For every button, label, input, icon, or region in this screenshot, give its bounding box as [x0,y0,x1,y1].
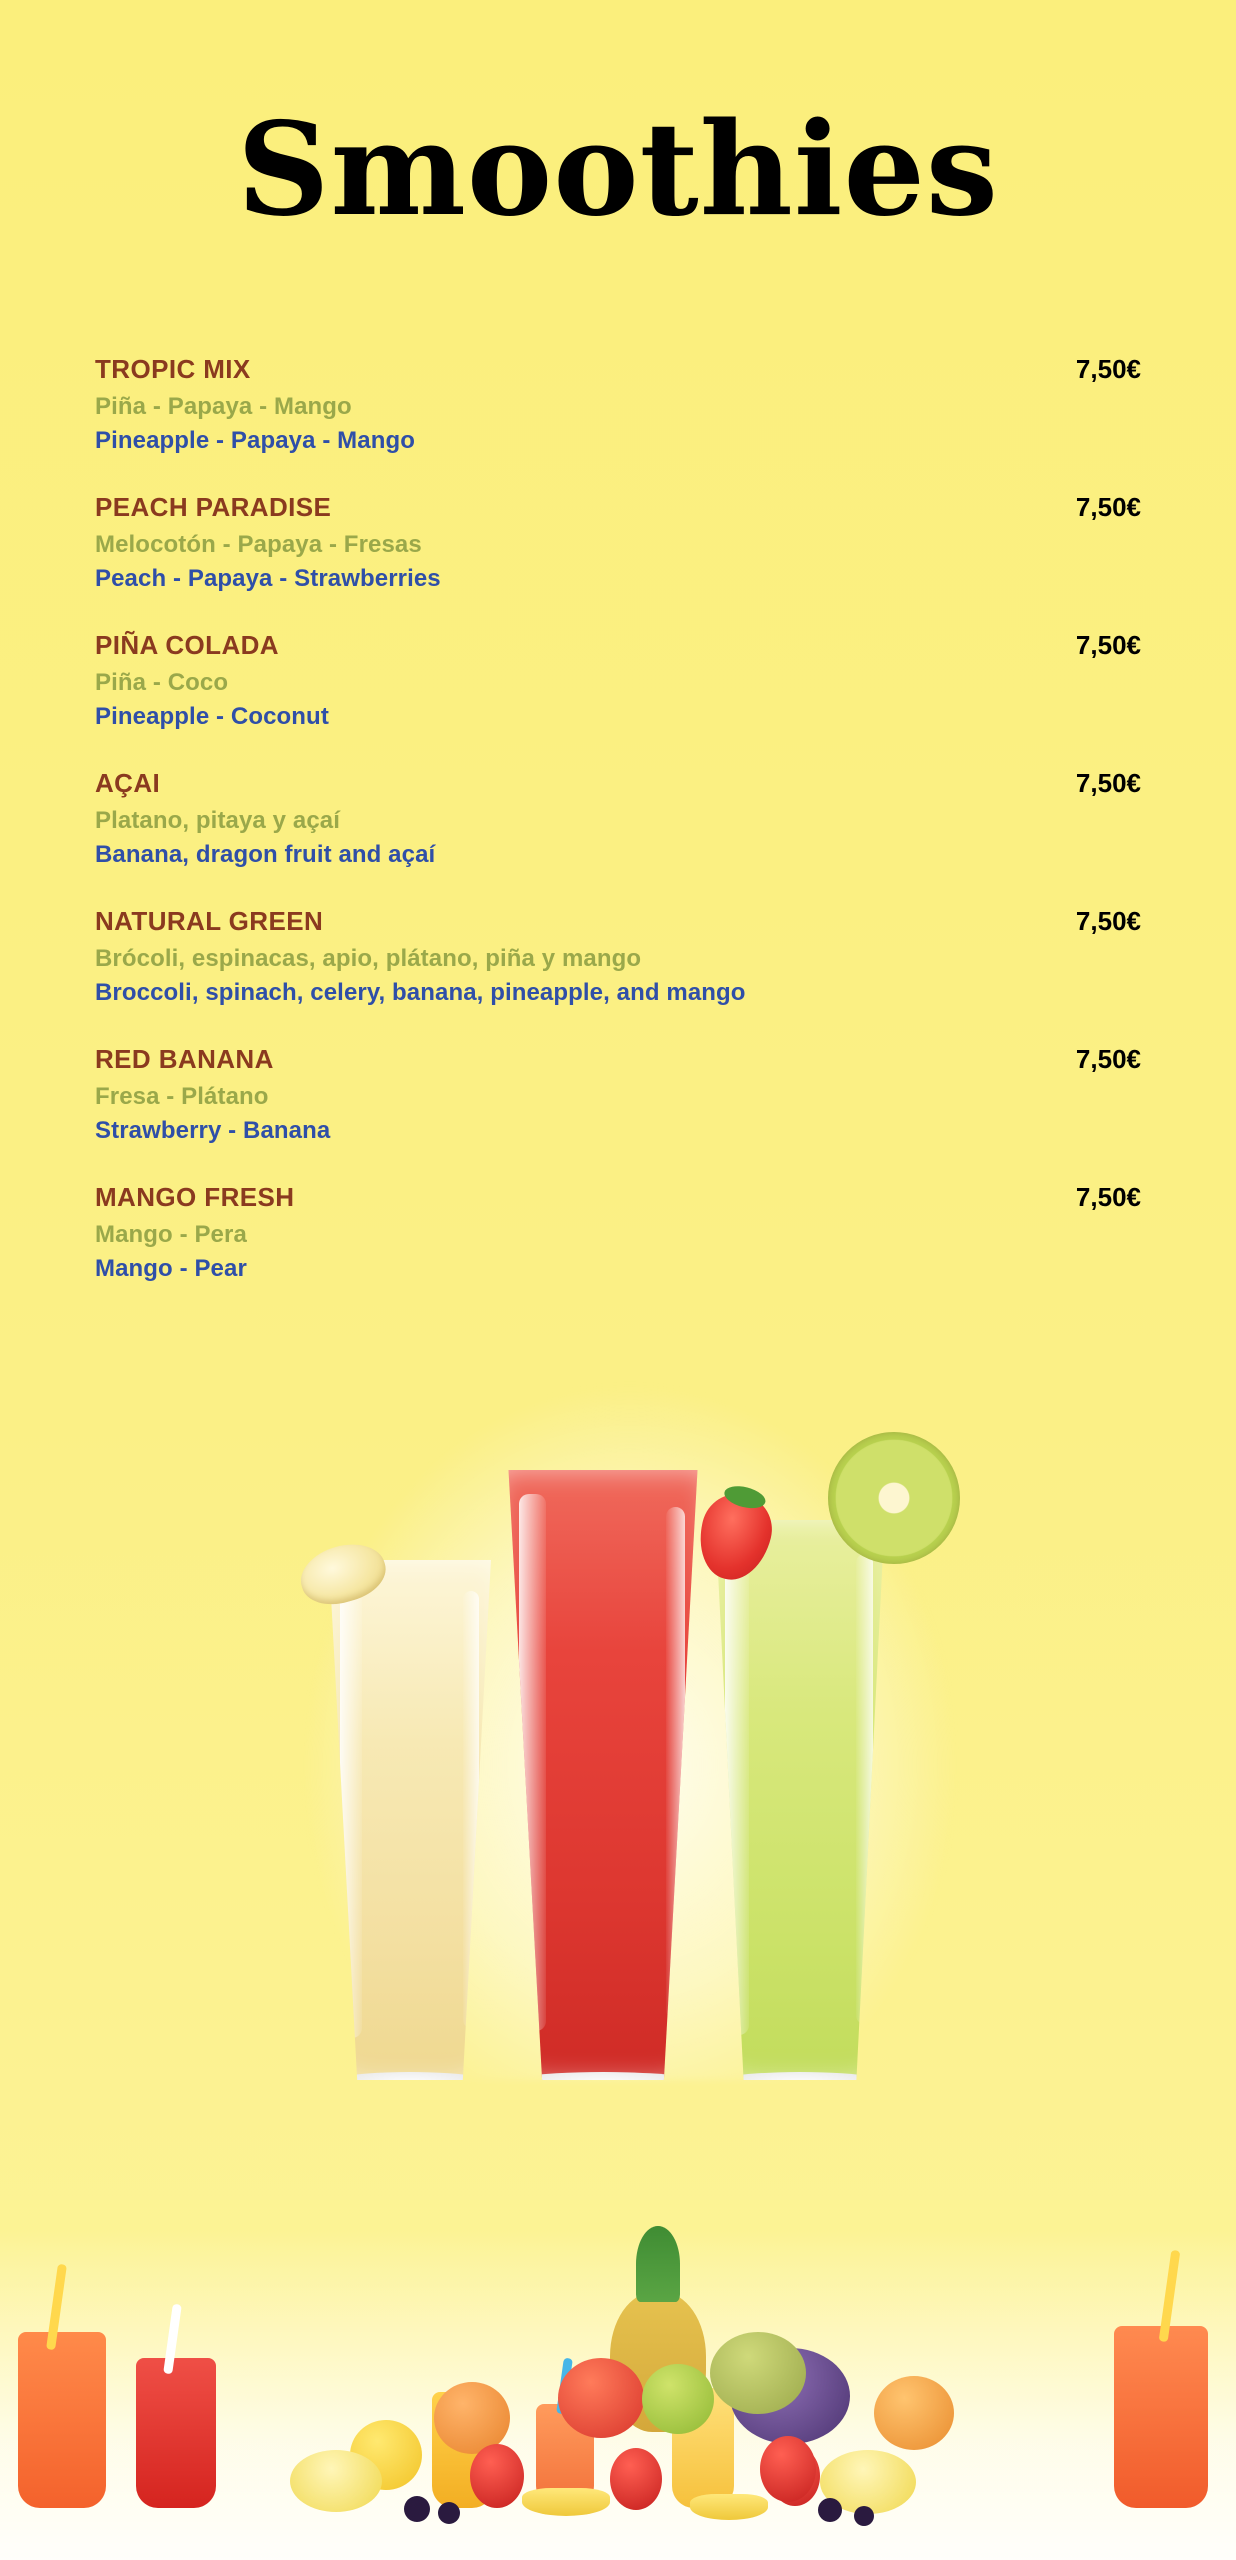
menu-item [95,1044,1141,1145]
strawberry-icon [470,2444,524,2508]
menu-item-description-en: Mango - Pear [95,1254,247,1282]
blueberry-icon [404,2496,430,2522]
menu-item-name: MANGO FRESH [95,1181,295,1212]
menu-item-description-es: Platano, pitaya y açaí [95,806,340,834]
menu-item-price: 7,50€ [1075,491,1141,522]
page-title: Smoothies [237,94,999,245]
menu-item-description-en: Strawberry - Banana [95,1116,331,1144]
fruit-band-image [0,2060,1236,2560]
green-grapes-icon [710,2332,806,2414]
apple-icon [558,2358,644,2438]
menu-item-price: 7,50€ [1075,353,1141,384]
menu-item-price: 7,50€ [1075,1043,1141,1074]
menu-item-header [95,630,1141,661]
menu-item-description-en: Banana, dragon fruit and açaí [95,840,436,868]
menu-item-header [95,1044,1141,1075]
menu-item [95,630,1141,731]
menu-item-price: 7,50€ [1075,629,1141,660]
strawberry-icon [610,2448,662,2510]
menu-item [95,906,1141,1007]
peach-icon [874,2376,954,2450]
blueberry-icon [438,2502,460,2524]
blueberry-icon [818,2498,842,2522]
menu-item-header [95,492,1141,523]
fruit-pile [170,2300,1066,2530]
menu-list [0,330,1236,1283]
menu-item-description-es: Melocotón - Papaya - Fresas [95,530,422,558]
menu-item-price: 7,50€ [1075,905,1141,936]
menu-item [95,492,1141,593]
menu-item-name: RED BANANA [95,1043,274,1074]
juice-cup [18,2332,106,2508]
menu-item-name: TROPIC MIX [95,353,251,384]
menu-item-header [95,906,1141,937]
menu-item-description-es: Mango - Pera [95,1220,247,1248]
green-apple-icon [642,2364,714,2434]
banana-icon [690,2494,768,2520]
lemon-half-icon [290,2450,382,2512]
smoothie-glasses-image [0,1360,1236,2080]
menu-item-name: NATURAL GREEN [95,905,324,936]
menu-item-price: 7,50€ [1075,767,1141,798]
menu-item-header [95,1182,1141,1213]
menu-item-description-es: Brócoli, espinacas, apio, plátano, piña y mango [95,944,642,972]
menu-item-description-es: Fresa - Plátano [95,1082,269,1110]
menu-item [95,1182,1141,1283]
menu-item-header [95,768,1141,799]
menu-item-description-es: Piña - Coco [95,668,229,696]
menu-item [95,354,1141,455]
menu-item-description-es: Piña - Papaya - Mango [95,392,352,420]
kiwi-slice-garnish-icon [828,1432,960,1564]
menu-item-name: PEACH PARADISE [95,491,332,522]
menu-item-header [95,354,1141,385]
menu-item-description-en: Pineapple - Papaya - Mango [95,426,416,454]
menu-item [95,768,1141,869]
strawberry-icon [760,2436,816,2502]
menu-item-name: AÇAI [95,767,161,798]
banana-icon [522,2488,610,2516]
menu-item-name: PIÑA COLADA [95,629,279,660]
blueberry-icon [854,2506,874,2526]
menu-item-description-en: Pineapple - Coconut [95,702,329,730]
menu-item-description-en: Peach - Papaya - Strawberries [95,564,441,592]
menu-item-description-en: Broccoli, spinach, celery, banana, pineapple, and mango [95,978,746,1006]
menu-item-price: 7,50€ [1075,1181,1141,1212]
juice-cup [1114,2326,1208,2508]
